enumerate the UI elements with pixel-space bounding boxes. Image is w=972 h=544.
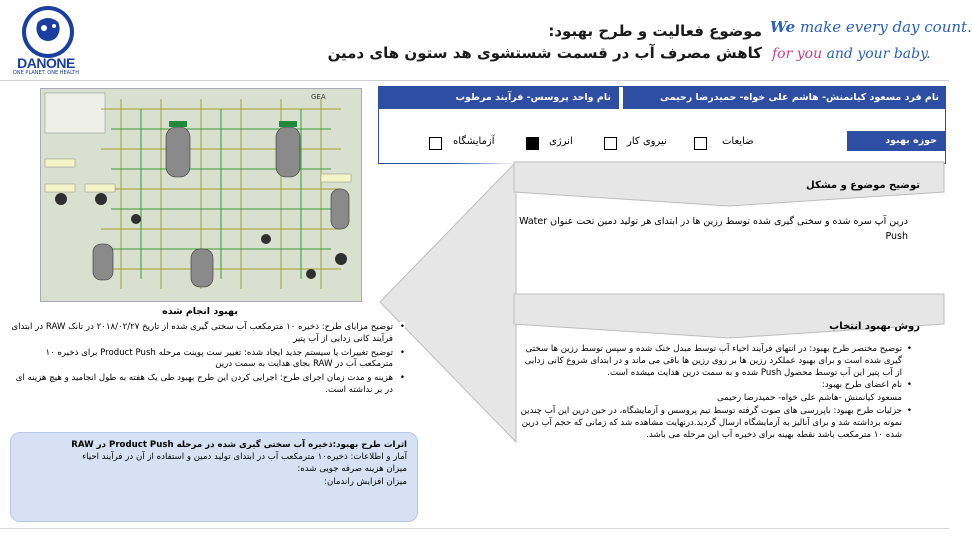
results-line: آمار و اطلاعات: ذخیره۱۰ مترمکعب آب در ابتدای تولید دمین و استفاده از آن در فرآیند احیاء xyxy=(82,452,407,463)
checkbox-lab-label: آزمایشگاه xyxy=(453,136,495,147)
logo-wordmark: DANONE xyxy=(17,55,75,71)
results-line: میزان افزایش راندمان: xyxy=(324,476,407,487)
info-panel xyxy=(378,86,946,164)
problem-description: درین آپ سره شده و سختی گیری شده توسط رزین ها در ابتدای هر تولید دمین تحت عنوان Water Push xyxy=(519,216,908,242)
checkbox-lab[interactable] xyxy=(429,137,442,150)
checkbox-waste[interactable] xyxy=(694,137,707,150)
checkbox-labor-label: نیروی کار xyxy=(627,136,667,147)
list-item: • جزئیات طرح بهبود: باپررسی های صوت گرفته توسط تیم پروسس و آزمایشگاه، در حین درین این آب چندین نمونه برداشته شد و برای آنالیز به آزمایشگاه ارسال گردید.درنهایت مشاهده شد که زمانی که حجم آب درین شده ۱۰ مترمکعب باشد نقطه بهینه برای ذخیره آب این مرحله می باشد. xyxy=(516,406,912,441)
list-item: • توضیح مزایای طرح: ذخیره ۱۰ مترمکعب آب سختی گیری شده از تاریخ ۲۰۱۸/۰۲/۲۷ در تانک RAW در ابتدای فرآیند کانی زدایی از آب پتیر xyxy=(10,322,405,346)
process-diagram-screenshot xyxy=(40,88,362,302)
done-heading: بهبود انجام شده xyxy=(162,306,238,317)
method-heading: روش بهبود انتخاب xyxy=(829,321,920,332)
owner-names: نام فرد مسعود کیانمنش- هاشم علی خواه- حمیدرضا رحیمی xyxy=(623,87,945,109)
list-item: • توضیح مختصر طرح بهبود: در انتهای فرآیند احیاء آب توسط مبدل خنک شده و سپس توسط رزین ها سختی گیری شده است و برای بهبود عملکرد رزین ها بر روی رزین ها باقی می ماند و در ابتدای شروع کانی زدایی از آب پتیر این آب توسط محصول Push شده و به سمت درین هدایت میشده است. xyxy=(516,344,912,379)
checkbox-energy-label: انرژی xyxy=(549,136,573,147)
svg-text:GEA: GEA xyxy=(311,93,326,101)
improvement-area-label: حوزه بهبود xyxy=(847,131,945,151)
results-box xyxy=(10,432,418,522)
page-subtitle: کاهش مصرف آب در قسمت شستشوی هد ستون های دمین xyxy=(327,44,762,62)
slogan-line-1: We make every day count. xyxy=(770,18,972,36)
logo-tagline: ONE PLANET. ONE HEALTH xyxy=(13,70,79,76)
header-divider xyxy=(0,80,949,81)
done-details xyxy=(10,322,405,428)
list-item: • هزینه و مدت زمان اجرای طرح: اجرایی کردن این طرح بهبود طی یک هفته به طول انجامید و هیچ هزینه ای در بر نداشته است. xyxy=(10,373,405,397)
problem-heading: توضیح موضوع و مشکل xyxy=(806,180,920,191)
page-title: موضوع فعالیت و طرح بهبود: xyxy=(548,22,762,40)
list-item: • نام اعضای طرح بهبود: xyxy=(516,380,912,392)
results-line: میزان هزینه صرفه جویی شده: xyxy=(297,464,407,475)
scada-drawing xyxy=(41,89,361,301)
method-details xyxy=(516,344,924,490)
results-line: اثرات طرح بهبود:ذخیره آب سختی گیری شده در مرحله Product Push در RAW xyxy=(71,440,407,450)
slogan-line-2: for you and your baby. xyxy=(772,46,931,62)
footer-divider xyxy=(0,528,949,529)
brand-slogan xyxy=(770,18,972,74)
checkbox-energy[interactable] xyxy=(526,137,539,150)
list-item: مسعود کیانمنش -هاشم علی خواه- حمیدرضا رحیمی xyxy=(717,393,902,404)
unit-name: نام واحد پروسس- فرآیند مرطوب xyxy=(379,87,619,109)
checkbox-labor[interactable] xyxy=(604,137,617,150)
checkbox-waste-label: ضایعات xyxy=(722,136,754,147)
list-item: • توضیح تغییرات یا سیستم جدید ایجاد شده: تغییر ست پوینت مرحله Product Push برای ذخیره ۱۰ مترمکعب آب در RAW بجای هدایت به سمت درین xyxy=(10,348,405,372)
